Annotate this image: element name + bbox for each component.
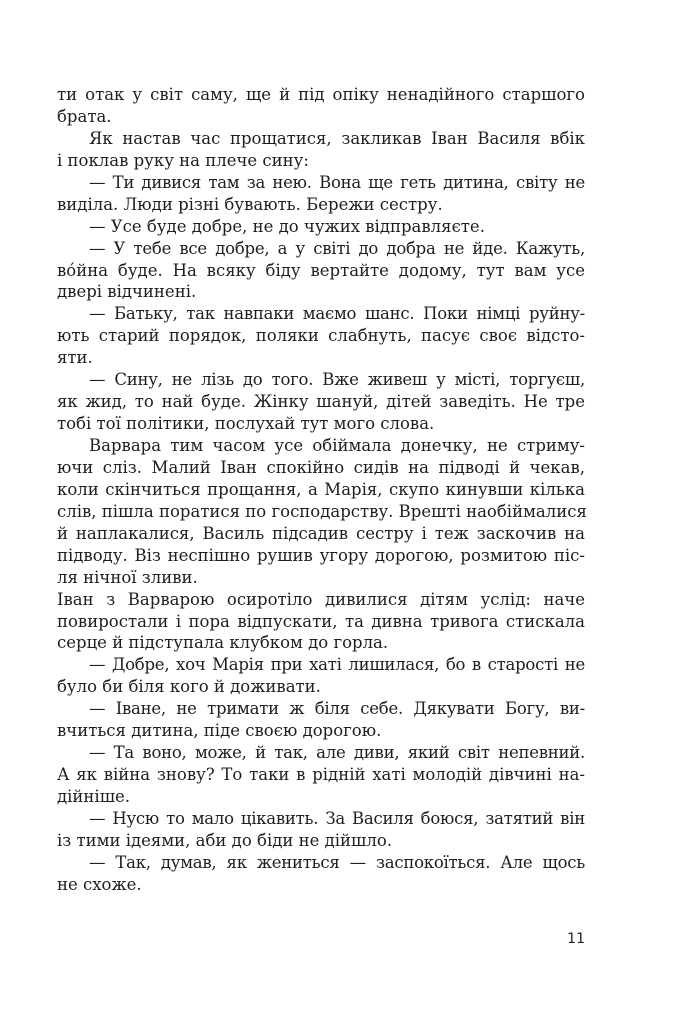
text-line: коли скінчиться прощання, а Марія, скупо кинувши кілька: [57, 479, 585, 499]
text-line: — Усе буде добре, не до чужих відправляєте.: [89, 216, 485, 236]
text-line: слів, пішла поратися по господарству. Врешті наобіймалися: [57, 501, 587, 521]
text-line: — Добре, хоч Марія при хаті лишилася, бо в старості не: [89, 655, 585, 675]
text-line: во́йна буде. На всяку біду вертайте додому, тут вам усе: [57, 260, 585, 280]
text-line: дійніше.: [57, 787, 131, 806]
text-line: серце й підступала клубком до горла.: [57, 633, 389, 653]
text-line: ти отак у світ саму, ще й під опіку ненадійного старшого: [57, 85, 585, 104]
text-line: Іван з Варварою осиротіло дивилися дітям услід: наче: [57, 589, 585, 609]
text-line: — Іване, не тримати ж біля себе. Дякувати Богу, ви-: [89, 699, 585, 719]
text-line: — Батьку, так навпаки маємо шанс. Поки німці руйну-: [89, 304, 585, 324]
text-line: не схоже.: [57, 874, 142, 894]
text-line: — Та воно, може, й так, але диви, який світ непевний.: [89, 743, 585, 763]
text-line: повиростали і пора відпускати, та дивна тривога стискала: [57, 611, 585, 631]
text-line: А як війна знову? То таки в рідній хаті молодій дівчині на-: [57, 765, 585, 785]
text-line: виділа. Люди різні бувають. Бережи сестру.: [57, 194, 443, 214]
text-line: ючи сліз. Малий Іван спокійно сидів на підводі й чекав,: [57, 457, 585, 477]
body-text: [57, 84, 585, 896]
text-line: тобі тої політики, послухай тут мого слова.: [57, 414, 435, 434]
text-line: — Сину, не лізь до того. Вже живеш у місті, торгуєш,: [89, 370, 585, 390]
text-line: і поклав руку на плече сину:: [57, 150, 309, 170]
text-line: вчиться дитина, піде своєю дорогою.: [57, 721, 382, 741]
text-line: підводу. Віз неспішно рушив угору дорогою, розмитою піс-: [57, 545, 585, 565]
text-line: й наплакалися, Василь підсадив сестру і теж заскочив на: [57, 523, 585, 543]
text-line: брата.: [57, 106, 112, 126]
text-line: Варвара тим часом усе обіймала донечку, не стриму-: [89, 436, 585, 455]
text-line: — Так, думав, як жениться — заспокоїться. Але щось: [89, 852, 585, 872]
text-line: — Ти дивися там за нею. Вона ще геть дитина, світу не: [89, 172, 585, 192]
text-line: — У тебе все добре, а у світі до добра не йде. Кажуть,: [89, 238, 585, 258]
text-line: ють старий порядок, поляки слабнуть, пасує своє відсто-: [57, 326, 585, 346]
text-line: було би біля кого й доживати.: [57, 677, 321, 697]
text-line: — Нусю то мало цікавить. За Василя боюся, затятий він: [89, 808, 585, 828]
text-line: ля нічної зливи.: [57, 567, 198, 587]
text-line: Як настав час прощатися, закликав Іван Василя вбік: [89, 128, 585, 148]
text-line: двері відчинені.: [57, 282, 197, 302]
text-line: яти.: [57, 348, 93, 368]
text-line: із тими ідеями, аби до біди не дійшло.: [57, 830, 393, 850]
page-number: 11: [567, 931, 585, 947]
text-line: як жид, то най буде. Жінку шануй, дітей заведіть. Не тре: [57, 392, 585, 412]
